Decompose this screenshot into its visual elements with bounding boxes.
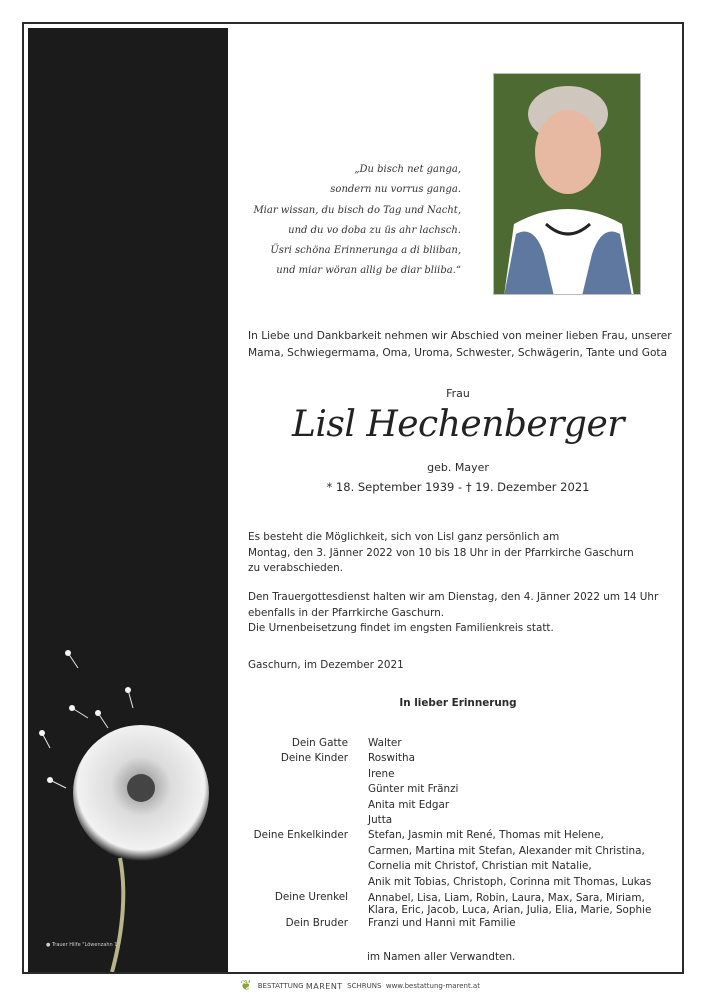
paragraph-line: ebenfalls in der Pfarrkirche Gaschurn. [248,606,445,619]
footer-company-prefix: BESTATTUNG [257,982,304,990]
family-name-line: Günter mit Fränzi [368,783,459,796]
family-name-line: Roswitha [368,752,415,765]
memory-heading: In lieber Erinnerung [399,697,517,709]
paragraph-line: Es besteht die Möglichkeit, sich von Lisl ganz persönlich am [248,531,560,543]
family-names [368,916,516,931]
family-name-line: Stefan, Jasmin mit René, Thomas mit Helene, [368,829,604,842]
leaf-logo-icon: ❦ [240,978,252,994]
family-names [368,828,651,890]
intro-line: Mama, Schwiegermama, Oma, Uroma, Schwester, Schwägerin, Tante und Gota [248,347,668,359]
family-row [248,736,678,751]
family-role: Deine Urenkel [274,891,348,904]
birth-name: geb. Mayer [427,461,489,474]
family-names [368,751,458,828]
portrait-photo [493,73,641,295]
deceased-name: Lisl Hechenberger [291,404,624,445]
footer [240,978,480,994]
quote-line: „Du bisch net ganga, [354,164,461,175]
quote-line: sondern nu vorrus ganga. [330,184,461,196]
family-role: Dein Gatte [291,737,348,749]
family-row [248,751,678,828]
quote-line: und du vo doba zu üs ahr lachsch. [288,224,461,236]
paragraph-line: Den Trauergottesdienst halten wir am Dienstag, den 4. Jänner 2022 um 14 Uhr [248,591,659,603]
family-names [368,736,402,751]
dandelion-sidebar-image [28,28,228,972]
intro-line: In Liebe und Dankbarkeit nehmen wir Abschied von meiner lieben Frau, unserer [248,330,672,342]
farewell-line: im Namen aller Verwandten. [367,951,516,963]
paragraph-line: Montag, den 3. Jänner 2022 von 10 bis 18 Uhr in der Pfarrkirche Gaschurn [248,546,634,559]
footer-website[interactable]: www.bestattung-marent.at [385,982,480,990]
salutation: Frau [446,387,470,400]
family-row [248,828,678,890]
family-role: Deine Kinder [280,752,348,765]
family-name-line: Anik mit Tobias, Christoph, Corinna mit Thomas, Lukas [368,875,652,888]
image-credit: ● Trauer Hilfe "Löwenzahn 1" [46,942,120,948]
family-list [248,736,678,931]
family-role: Deine Enkelkinder [253,829,348,842]
family-name-line: Annabel, Lisa, Liam, Robin, Laura, Max, Sara, Miriam, [368,892,645,905]
quote-poem [253,160,461,282]
footer-town: SCHRUNS [347,982,382,990]
place-date: Gaschurn, im Dezember 2021 [248,659,404,671]
intro-text [248,328,672,362]
family-names [368,890,651,916]
paragraph-line: Die Urnenbeisetzung findet im engsten Familienkreis statt. [248,622,554,634]
family-name-line: Walter [368,737,402,749]
family-name-line: Jutta [368,814,393,827]
family-name-line: Franzi und Hanni mit Familie [368,917,516,930]
family-row [248,916,678,931]
service-paragraph [248,590,678,637]
family-name-line: Carmen, Martina mit Stefan, Alexander mit Christina, [368,844,645,857]
quote-line: Miar wissan, du bisch do Tag und Nacht, [253,204,461,216]
family-name-line: Klara, Eric, Jacob, Luca, Arian, Julia, Elia, Marie, Sophie [368,904,652,917]
footer-company-name: MARENT [305,981,343,991]
life-dates: * 18. September 1939 - † 19. Dezember 2021 [326,480,590,494]
quote-line: Üsri schöna Erinnerunga a di bliiban, [270,245,461,257]
family-name-line: Cornelia mit Christof, Christian mit Natalie, [368,860,592,873]
family-name-line: Irene [368,767,395,780]
quote-line: und miar wöran allig be diar bliiba.“ [276,265,461,277]
paragraph-line: zu verabschieden. [248,562,343,574]
family-name-line: Anita mit Edgar [368,798,450,811]
family-row [248,890,678,916]
family-role: Dein Bruder [285,917,348,930]
viewing-paragraph [248,530,678,577]
